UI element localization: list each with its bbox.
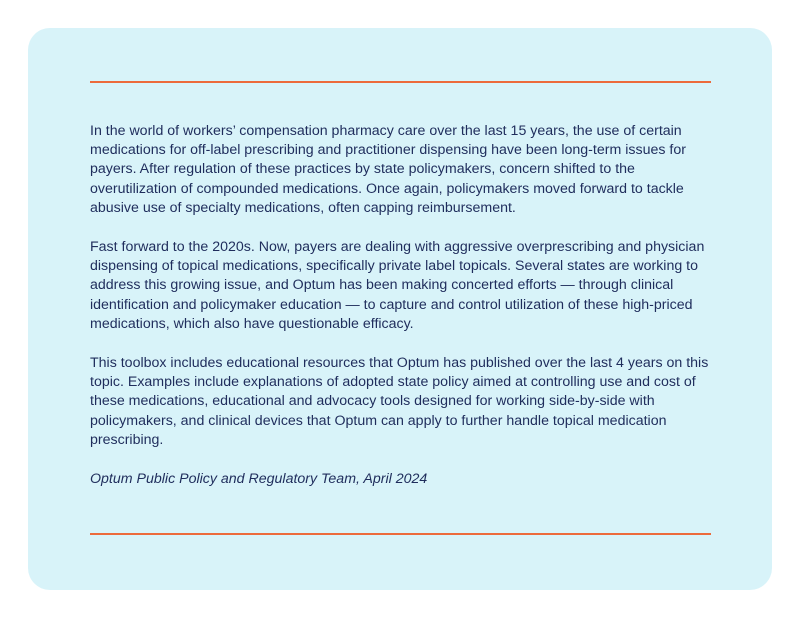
bottom-divider — [90, 533, 711, 535]
top-divider — [90, 81, 711, 83]
paragraph-3: This toolbox includes educational resources that Optum has published over the last 4 years on this topic. Examples include explanations of adopted state policy aimed at controlling use and cost of these medications, educational and advocacy tools designed for working side-by-side with policymakers, and clinical devices that Optum can apply to further handle topical medication prescribing. — [90, 355, 709, 448]
intro-text — [90, 122, 716, 489]
paragraph-1: In the world of workers’ compensation pharmacy care over the last 15 years, the use of certain medications for off-label prescribing and practitioner dispensing have been long-term issues for payers. After regulation of these practices by state policymakers, concern shifted to the overutilization of compounded medications. Once again, policymakers moved forward to tackle abusive use of specialty medications, often capping reimbursement. — [90, 123, 686, 216]
intro-card — [28, 28, 772, 590]
paragraph-2: Fast forward to the 2020s. Now, payers are dealing with aggressive overprescribing and physician dispensing of topical medications, specifically private label topicals. Several states are working to address this growing issue, and Optum has been making concerted efforts — through clinical identification and policymaker education — to capture and control utilization of these high-priced medications, which also have questionable efficacy. — [90, 239, 705, 332]
signature: Optum Public Policy and Regulatory Team, April 2024 — [90, 471, 428, 488]
